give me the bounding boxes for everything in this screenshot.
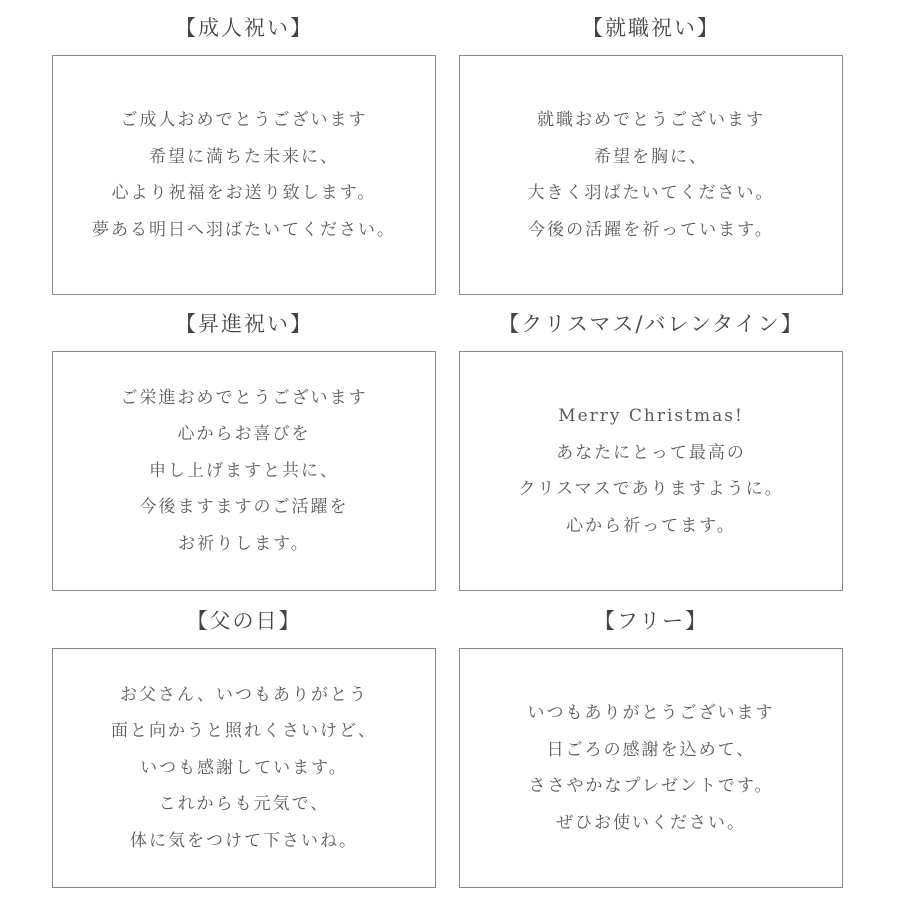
message-title: 【父の日】 <box>186 609 302 633</box>
message-line: 今後ますますのご活躍を <box>139 497 349 518</box>
message-cell-fathers-day <box>52 601 436 851</box>
message-line: いつもありがとうございます <box>527 703 775 723</box>
message-line: 面と向かうと照れくさいけど、 <box>111 721 377 742</box>
message-card <box>52 351 436 591</box>
message-line: 夢ある明日へ羽ばたいてください。 <box>92 219 396 240</box>
message-line: 日ごろの感謝を込めて、 <box>546 739 756 760</box>
message-line: いつも感謝しています。 <box>140 757 348 778</box>
message-title: 【成人祝い】 <box>175 16 313 40</box>
message-line: ご成人おめでとうございます <box>120 110 368 130</box>
message-card <box>459 648 843 888</box>
message-line: ご栄進おめでとうございます <box>120 387 368 408</box>
message-line: 心より祝福をお送り致します。 <box>111 183 377 203</box>
message-line: お祈りします。 <box>178 533 310 554</box>
message-title: 【クリスマス/バレンタイン】 <box>498 312 804 336</box>
message-line: 希望に満ちた未来に、 <box>149 146 339 167</box>
message-line: 心から祈ってます。 <box>566 515 736 536</box>
message-line: ささやかなプレゼントです。 <box>528 776 774 796</box>
message-title: 【就職祝い】 <box>582 16 720 40</box>
message-title: 【昇進祝い】 <box>175 312 313 336</box>
message-card <box>52 55 436 295</box>
message-line: 心からお喜びを <box>177 424 311 445</box>
message-line: 希望を胸に、 <box>594 146 708 167</box>
message-line: 申し上げますと共に、 <box>149 460 339 481</box>
message-card <box>459 351 843 591</box>
message-card <box>459 55 843 295</box>
message-title: 【フリー】 <box>593 609 709 633</box>
message-cell-coming-of-age <box>52 8 436 240</box>
message-line: お父さん、いつもありがとう <box>119 684 369 705</box>
message-line: 就職おめでとうございます <box>537 110 765 130</box>
message-line: クリスマスでありますように。 <box>518 479 784 499</box>
message-cell-free <box>459 601 843 833</box>
message-line: Merry Christmas! <box>558 406 744 426</box>
message-line: ぜひお使いください。 <box>556 812 746 833</box>
message-line: 大きく羽ばたいてください。 <box>527 183 775 203</box>
message-card <box>52 648 436 888</box>
message-line: あなたにとって最高の <box>556 442 746 463</box>
message-line: 体に気をつけて下さいね。 <box>130 830 358 851</box>
message-line: これからも元気で、 <box>158 794 330 815</box>
message-line: 今後の活躍を祈っています。 <box>528 219 774 240</box>
message-cell-new-job <box>459 8 843 240</box>
message-cell-christmas-valentine <box>459 304 843 536</box>
message-cell-promotion <box>52 304 436 554</box>
